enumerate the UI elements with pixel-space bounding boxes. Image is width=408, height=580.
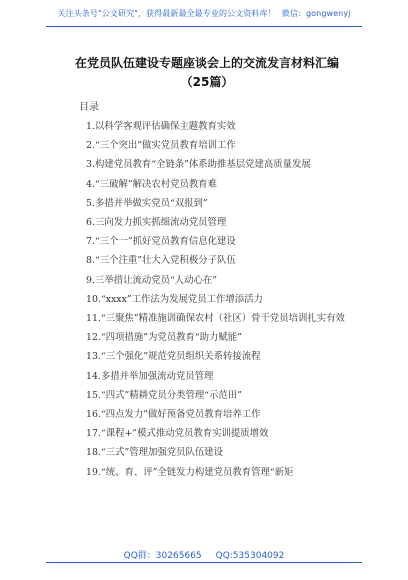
toc-item: 6.三向发力抓实抓细流动党员管理 (86, 217, 227, 229)
footer-qq: QQ:535304092 (215, 551, 285, 561)
toc-item: 8.“三个注重”壮大入党积极分子队伍 (86, 255, 236, 267)
banner-wechat: 微信：gongwenyj (281, 9, 351, 18)
toc-item: 2.“三个突出”做实党员教育培训工作 (86, 140, 236, 152)
toc-item: 13.“三个强化”规范党员组织关系转接流程 (86, 351, 261, 363)
header-banner (0, 8, 408, 19)
toc-item: 17.“课程+”模式推动党员教育实训提质增效 (86, 428, 269, 440)
toc-item: 10.“xxxx”工作法为发展党员工作增添活力 (86, 293, 263, 305)
footer-divider (46, 562, 362, 563)
toc-item: 19.“统、育、评”全链发力构建党员教育管理“新矩 (86, 466, 294, 478)
header-divider (46, 26, 362, 27)
toc-item: 18.“三式”管理加强党员队伍建设 (86, 447, 223, 459)
toc-item: 3.构建党员教育“全链条”体系助推基层党建高质量发展 (86, 159, 311, 171)
footer-qq-group: QQ群：30265665 (123, 551, 202, 561)
toc-item: 9.三举措让流动党员“人动心在” (86, 274, 218, 286)
footer-contact (0, 548, 408, 561)
toc-item: 5.多措并举做实党员“双报到” (86, 197, 208, 209)
toc-item: 14.多措并举加强流动党员管理 (86, 370, 214, 382)
toc-item: 12.“四项措施”为党员教育“助力赋能” (86, 332, 242, 344)
table-of-contents (79, 117, 373, 482)
banner-text: 关注头条号"公文研究"，获得最新最全最专业的公文资料库！ (57, 9, 276, 18)
document-title: 在党员队伍建设专题座谈会上的交流发言材料汇编（25篇） (74, 56, 339, 89)
toc-heading: 目录 (79, 102, 99, 113)
toc-item: 16.“四点发力”做好预备党员教育培养工作 (86, 409, 261, 421)
toc-item: 7.“三个一”抓好党员教育信息化建设 (86, 236, 236, 248)
toc-item: 11.“三聚焦”精准施训确保农村（社区）骨干党员培训扎实有效 (86, 313, 345, 325)
toc-item: 15.“四式”精耕党员分类管理“示范田” (86, 389, 242, 401)
toc-item: 1.以科学客观评估确保主题教育实效 (86, 121, 236, 132)
toc-item: 4.“三破解”解决农村党员教育难 (86, 178, 218, 190)
